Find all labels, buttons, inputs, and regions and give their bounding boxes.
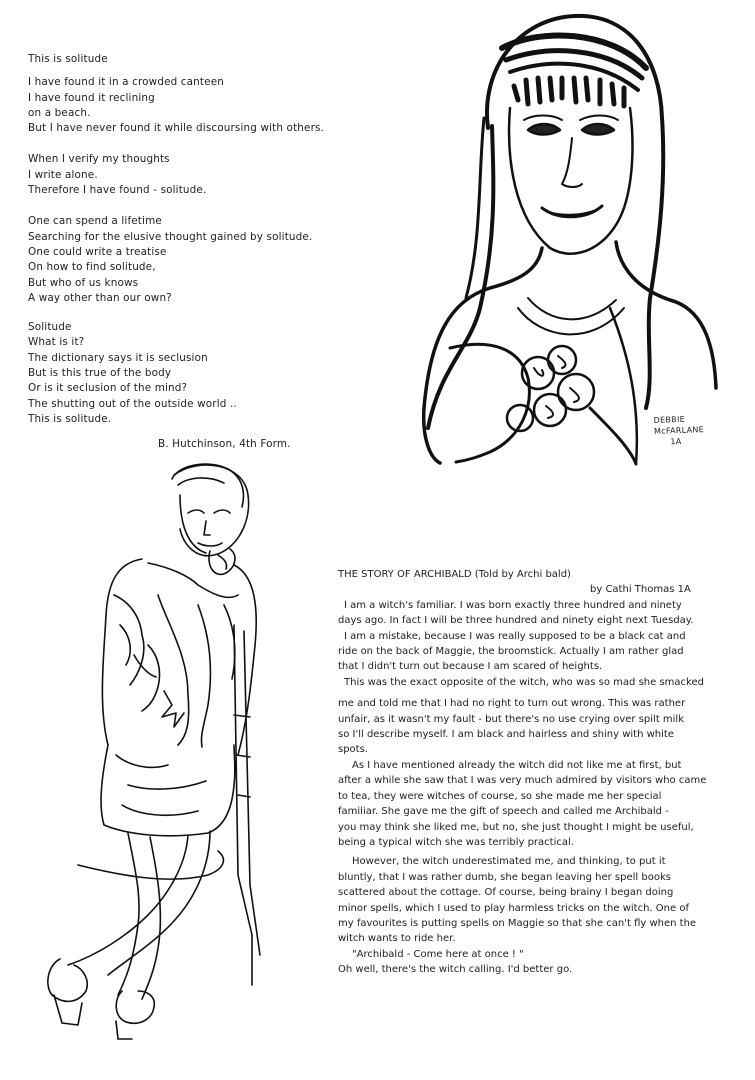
story-line: after a while she saw that I was very much admired by visitors who came (338, 775, 707, 787)
story-line: I am a mistake, because I was really supposed to be a black cat and (344, 630, 686, 642)
story-line: days ago. In fact I will be three hundred and ninety eight next Tuesday. (338, 615, 694, 627)
girl-portrait-drawing (410, 8, 720, 466)
story-line: that I didn't turn out because I am scared of heights. (338, 661, 603, 673)
poem-line: Therefore I have found - solitude. (28, 184, 207, 197)
signature-line: 1A (670, 436, 682, 447)
poem-stanza (28, 214, 328, 306)
poem-line: on a beach. (28, 106, 91, 119)
story-line: you may think she liked me, but no, she just thought I might be useful, (338, 821, 694, 833)
portrait-signature (653, 413, 704, 448)
poem-line: The dictionary says it is seclusion (28, 351, 208, 364)
poem-line: When I verify my thoughts (28, 153, 170, 166)
poem-stanza (28, 75, 328, 136)
story-line: me and told me that I had no right to turn out wrong. This was rather (338, 698, 686, 710)
story-line: "Archibald - Come here at once ! " (352, 948, 524, 960)
story-byline: by Cathi Thomas 1A (590, 584, 691, 596)
story-line: I am a witch's familiar. I was born exactly three hundred and ninety (344, 599, 682, 611)
poem-line: One could write a treatise (28, 245, 167, 258)
story-line: minor spells, which I used to play harmless tricks on the witch. One of (338, 902, 689, 914)
poem-line: What is it? (28, 336, 85, 349)
story-line: ride on the back of Maggie, the broomstick. Actually I am rather glad (338, 646, 684, 658)
story-archibald (338, 567, 750, 978)
poem-line: A way other than our own? (28, 291, 172, 304)
story-line: scattered about the cottage. Of course, being brainy I began doing (338, 887, 674, 899)
poem-line: On how to find solitude, (28, 261, 156, 274)
story-line: so I'll describe myself. I am black and hairless and shiny with white (338, 729, 674, 741)
poem-line: I have found it reclining (28, 91, 155, 104)
poem-line: Solitude (28, 321, 72, 334)
story-line: As I have mentioned already the witch did not like me at first, but (352, 759, 682, 771)
poem-line: I write alone. (28, 168, 98, 181)
poem-line: But I have never found it while discoursing with others. (28, 122, 325, 135)
poem-stanza (28, 152, 328, 198)
poem-line: The shutting out of the outside world .. (28, 397, 237, 410)
poem-author: B. Hutchinson, 4th Form. (158, 438, 291, 451)
story-line: bluntly, that I was rather dumb, she began leaving her spell books (338, 871, 671, 883)
signature-line: DEBBIE (653, 414, 686, 425)
poem-stanza (28, 320, 328, 427)
poem-line: This is solitude. (28, 412, 112, 425)
story-title: THE STORY OF ARCHIBALD (Told by Archi bald) (338, 569, 571, 580)
story-line: unfair, as it wasn't my fault - but there's no use crying over spilt milk (338, 713, 685, 725)
story-line: However, the witch underestimated me, and thinking, to put it (352, 856, 666, 868)
story-line: Oh well, there's the witch calling. I'd better go. (338, 964, 573, 976)
poem-title: This is solitude (28, 53, 108, 65)
story-line: my favourites is putting spells on Maggie so that she can't fly when the (338, 917, 697, 929)
story-line: familiar. She gave me the gift of speech and called me Archibald - (338, 806, 669, 818)
story-line: This was the exact opposite of the witch, who was so mad she smacked (344, 676, 704, 688)
poem-line: But is this true of the body (28, 367, 172, 380)
story-line: to tea, they were witches of course, so she made me her special (338, 790, 662, 802)
poem-line: I have found it in a crowded canteen (28, 76, 224, 89)
story-line: spots. (338, 744, 368, 756)
story-line: witch wants to ride her. (338, 933, 456, 945)
signature-line: McFARLANE (653, 425, 705, 436)
poem-line: But who of us knows (28, 276, 139, 289)
poem-line: Or is it seclusion of the mind? (28, 382, 188, 395)
poem-line: One can spend a lifetime (28, 215, 162, 228)
poem-line: Searching for the elusive thought gained by solitude. (28, 230, 313, 243)
seated-figure-drawing (38, 455, 268, 1045)
poem-solitude (28, 52, 328, 453)
story-line: being a typical witch she was terribly practical. (338, 836, 574, 848)
